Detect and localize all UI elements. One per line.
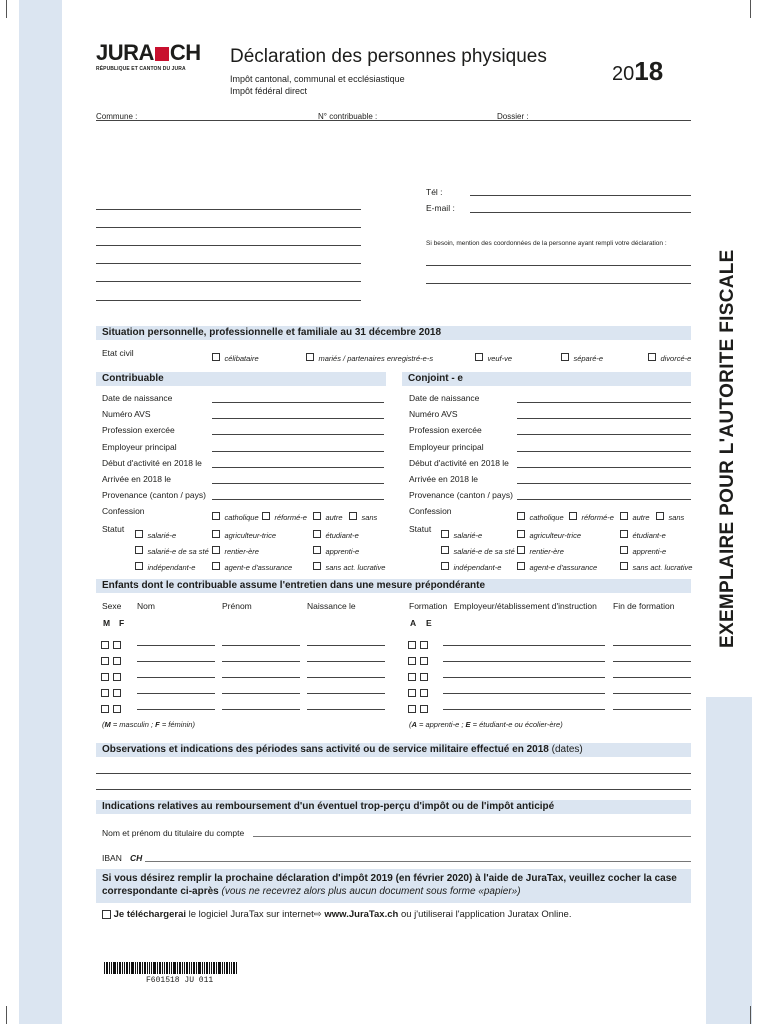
contribuable-avs-label: Numéro AVS xyxy=(102,409,151,419)
contribuable-avs-field[interactable] xyxy=(212,418,384,419)
contribuable-header: Contribuable xyxy=(96,372,386,386)
subtitle-cantonal: Impôt cantonal, communal et ecclésiastique xyxy=(230,74,405,84)
crop-mark xyxy=(6,0,7,18)
contribuable-statut-agent[interactable]: agent-e d'assurance xyxy=(212,557,292,575)
contribuable-provenance-field[interactable] xyxy=(212,499,384,500)
iban-label: IBAN xyxy=(102,853,122,863)
contribuable-provenance-label: Provenance (canton / pays) xyxy=(102,490,206,500)
enfant-formation-a-checkbox[interactable] xyxy=(408,689,416,697)
contribuable-confession-reforme[interactable]: réformé-e xyxy=(262,507,307,525)
enfant-fin-formation-field[interactable] xyxy=(613,677,691,678)
enfant-sexe-f-checkbox[interactable] xyxy=(113,705,121,713)
crop-mark xyxy=(750,1006,751,1024)
conjoint-statut-agriculteur[interactable]: agriculteur-trice xyxy=(517,525,581,543)
etat-civil-maries[interactable]: mariés / partenaires enregistré-e-s xyxy=(306,348,433,366)
conjoint-statut-independant[interactable]: indépendant-e xyxy=(441,557,501,575)
etat-civil-divorce[interactable]: divorcé-e xyxy=(648,348,691,366)
enfant-sexe-f-checkbox[interactable] xyxy=(113,673,121,681)
enfants-sexe-f: F xyxy=(119,618,125,628)
contribuable-date-naissance-label: Date de naissance xyxy=(102,393,173,403)
situation-section-header: Situation personnelle, professionnelle et familiale au 31 décembre 2018 xyxy=(96,326,691,340)
enfant-sexe-m-checkbox[interactable] xyxy=(101,657,109,665)
contribuable-statut-rentier[interactable]: rentier-ère xyxy=(212,541,259,559)
titulaire-field[interactable] xyxy=(253,836,691,837)
contribuable-statut-etudiant[interactable]: étudiant-e xyxy=(313,525,359,543)
contribuable-debut-activite-field[interactable] xyxy=(212,467,384,468)
address-line-2[interactable] xyxy=(96,227,361,228)
conjoint-provenance-label: Provenance (canton / pays) xyxy=(409,490,513,500)
conjoint-employeur-field[interactable] xyxy=(517,451,691,452)
conjoint-profession-field[interactable] xyxy=(517,434,691,435)
enfant-sexe-f-checkbox[interactable] xyxy=(113,689,121,697)
email-field[interactable] xyxy=(470,212,691,213)
header-rule xyxy=(96,120,691,121)
remboursement-section-header: Indications relatives au remboursement d'un éventuel trop-perçu d'impôt ou de l'impôt anticipé xyxy=(96,800,691,814)
conjoint-header: Conjoint - e xyxy=(402,372,691,386)
dossier-label: Dossier : xyxy=(497,112,529,121)
crop-mark xyxy=(6,1006,7,1024)
enfants-col-fin: Fin de formation xyxy=(613,601,675,611)
conjoint-statut-agent[interactable]: agent-e d'assurance xyxy=(517,557,597,575)
enfant-prenom-field[interactable] xyxy=(222,693,300,694)
enfant-nom-field[interactable] xyxy=(137,661,215,662)
canton-logo: JURA CH RÉPUBLIQUE ET CANTON DU JURA xyxy=(96,40,201,72)
enfants-col-sexe: Sexe xyxy=(102,601,122,611)
contribuable-employeur-label: Employeur principal xyxy=(102,442,177,452)
juratax-checkbox[interactable] xyxy=(102,910,111,919)
conjoint-confession-autre[interactable]: autre xyxy=(620,507,650,525)
address-line-3[interactable] xyxy=(96,245,361,246)
commune-label: Commune : xyxy=(96,112,138,121)
conjoint-confession-reforme[interactable]: réformé-e xyxy=(569,507,614,525)
filler-contact-line-2[interactable] xyxy=(426,283,691,284)
contribuable-debut-activite-label: Début d'activité en 2018 le xyxy=(102,458,202,468)
contribuable-arrivee-label: Arrivée en 2018 le xyxy=(102,474,171,484)
enfants-sexe-m: M xyxy=(103,618,111,628)
contribuable-statut-sans-activite[interactable]: sans act. lucrative xyxy=(313,557,385,575)
subtitle-federal: Impôt fédéral direct xyxy=(230,86,308,96)
right-margin-strip xyxy=(706,697,752,1024)
filler-contact-line-1[interactable] xyxy=(426,265,691,266)
juratax-option[interactable]: Je téléchargerai le logiciel JuraTax sur internet⇨ www.JuraTax.ch ou j'utiliserai l'application Juratax Online. xyxy=(102,909,571,920)
contribuable-confession-sans[interactable]: sans xyxy=(349,507,377,525)
enfant-fin-formation-field[interactable] xyxy=(613,709,691,710)
enfant-formation-row-5 xyxy=(408,700,428,718)
enfant-sexe-m-checkbox[interactable] xyxy=(101,689,109,697)
enfants-col-employeur: Employeur/établissement d'instruction xyxy=(454,601,597,611)
conjoint-date-naissance-label: Date de naissance xyxy=(409,393,480,403)
address-line-5[interactable] xyxy=(96,281,361,282)
enfant-fin-formation-field[interactable] xyxy=(613,693,691,694)
contribuable-statut-apprenti[interactable]: apprenti-e xyxy=(313,541,359,559)
address-line-1[interactable] xyxy=(96,209,361,210)
enfant-employeur-field[interactable] xyxy=(443,645,605,646)
filler-contact-note: Si besoin, mention des coordonnées de la personne ayant rempli votre déclaration : xyxy=(426,240,667,247)
conjoint-statut-label: Statut xyxy=(409,524,432,534)
tel-field[interactable] xyxy=(470,195,691,196)
conjoint-statut-apprenti[interactable]: apprenti-e xyxy=(620,541,666,559)
address-line-4[interactable] xyxy=(96,263,361,264)
contribuable-profession-label: Profession exercée xyxy=(102,425,175,435)
contribuable-statut-salarie[interactable]: salarié-e xyxy=(135,525,176,543)
enfant-prenom-field[interactable] xyxy=(222,661,300,662)
address-line-6[interactable] xyxy=(96,300,361,301)
etat-civil-veuf[interactable]: veuf-ve xyxy=(475,348,512,366)
enfant-nom-field[interactable] xyxy=(137,645,215,646)
enfant-naissance-field[interactable] xyxy=(307,645,385,646)
conjoint-statut-salarie-ste[interactable]: salarié-e de sa sté xyxy=(441,541,515,559)
enfant-formation-e-checkbox[interactable] xyxy=(420,673,428,681)
enfant-prenom-field[interactable] xyxy=(222,645,300,646)
enfant-sexe-m-checkbox[interactable] xyxy=(101,641,109,649)
tel-label: Tél : xyxy=(426,187,443,197)
left-margin-strip xyxy=(19,0,62,1024)
enfant-nom-field[interactable] xyxy=(137,677,215,678)
enfant-employeur-field[interactable] xyxy=(443,661,605,662)
conjoint-statut-rentier[interactable]: rentier-ère xyxy=(517,541,564,559)
enfant-formation-e-checkbox[interactable] xyxy=(420,657,428,665)
side-label: EXEMPLAIRE POUR L'AUTORITE FISCALE xyxy=(717,249,738,648)
arrow-right-icon: ⇨ xyxy=(313,909,322,920)
enfants-col-nom: Nom xyxy=(137,601,155,611)
enfants-formation-e: E xyxy=(426,618,432,628)
conjoint-statut-salarie[interactable]: salarié-e xyxy=(441,525,482,543)
enfants-formation-a: A xyxy=(410,618,417,628)
conjoint-debut-activite-label: Début d'activité en 2018 le xyxy=(409,458,509,468)
enfant-formation-e-checkbox[interactable] xyxy=(420,705,428,713)
contribuable-statut-independant[interactable]: indépendant-e xyxy=(135,557,195,575)
enfants-col-formation: Formation xyxy=(409,601,448,611)
contribuable-statut-salarie-ste[interactable]: salarié-e de sa sté xyxy=(135,541,209,559)
enfant-naissance-field[interactable] xyxy=(307,709,385,710)
contribuable-arrivee-field[interactable] xyxy=(212,483,384,484)
etat-civil-celibataire[interactable]: célibataire xyxy=(212,348,259,366)
enfant-employeur-field[interactable] xyxy=(443,693,605,694)
email-label: E-mail : xyxy=(426,203,455,213)
enfants-formation-legend: (A = apprenti-e ; E = étudiant-e ou écolier-ère) xyxy=(409,720,563,729)
conjoint-confession-label: Confession xyxy=(409,506,452,516)
contribuable-statut-label: Statut xyxy=(102,524,125,534)
conjoint-arrivee-label: Arrivée en 2018 le xyxy=(409,474,478,484)
tax-year: 2018 xyxy=(612,56,664,86)
enfant-formation-a-checkbox[interactable] xyxy=(408,641,416,649)
conjoint-profession-label: Profession exercée xyxy=(409,425,482,435)
contribuable-confession-catholique[interactable]: catholique xyxy=(212,507,259,525)
conjoint-arrivee-field[interactable] xyxy=(517,483,691,484)
enfant-row-5 xyxy=(101,700,121,718)
enfant-sexe-f-checkbox[interactable] xyxy=(113,657,121,665)
etat-civil-label: Etat civil xyxy=(102,348,134,358)
conjoint-avs-label: Numéro AVS xyxy=(409,409,458,419)
conjoint-date-naissance-field[interactable] xyxy=(517,402,691,403)
conjoint-confession-sans[interactable]: sans xyxy=(656,507,684,525)
enfant-sexe-m-checkbox[interactable] xyxy=(101,705,109,713)
conjoint-statut-sans-activite[interactable]: sans act. lucrative xyxy=(620,557,692,575)
barcode-text: F601518 JU 011 xyxy=(146,976,214,985)
conjoint-statut-etudiant[interactable]: étudiant-e xyxy=(620,525,666,543)
enfant-formation-a-checkbox[interactable] xyxy=(408,673,416,681)
enfant-naissance-field[interactable] xyxy=(307,693,385,694)
enfant-nom-field[interactable] xyxy=(137,709,215,710)
enfant-nom-field[interactable] xyxy=(137,693,215,694)
enfant-naissance-field[interactable] xyxy=(307,677,385,678)
contribuable-confession-autre[interactable]: autre xyxy=(313,507,343,525)
enfant-employeur-field[interactable] xyxy=(443,677,605,678)
etat-civil-separe[interactable]: séparé-e xyxy=(561,348,603,366)
contribuable-profession-field[interactable] xyxy=(212,434,384,435)
enfants-sexe-legend: (M = masculin ; F = féminin) xyxy=(102,720,195,729)
contribuable-confession-label: Confession xyxy=(102,506,145,516)
crop-mark xyxy=(750,0,751,18)
juratax-notice: Si vous désirez remplir la prochaine déclaration d'impôt 2019 (en février 2020) à l'aide de JuraTax, veuillez cocher la case correspondante ci-après (vous ne recevrez alors plus aucun document sous forme «papier») xyxy=(96,869,691,903)
enfant-formation-a-checkbox[interactable] xyxy=(408,657,416,665)
enfant-employeur-field[interactable] xyxy=(443,709,605,710)
contribuable-statut-agriculteur[interactable]: agriculteur-trice xyxy=(212,525,276,543)
barcode-bars xyxy=(104,962,238,974)
enfants-section-header: Enfants dont le contribuable assume l'entretien dans une mesure prépondérante xyxy=(96,579,691,593)
barcode xyxy=(104,962,238,985)
iban-field[interactable] xyxy=(145,861,691,862)
enfant-fin-formation-field[interactable] xyxy=(613,645,691,646)
enfant-formation-e-checkbox[interactable] xyxy=(420,689,428,697)
enfant-sexe-m-checkbox[interactable] xyxy=(101,673,109,681)
enfant-formation-e-checkbox[interactable] xyxy=(420,641,428,649)
enfant-fin-formation-field[interactable] xyxy=(613,661,691,662)
conjoint-provenance-field[interactable] xyxy=(517,499,691,500)
conjoint-avs-field[interactable] xyxy=(517,418,691,419)
observations-line-2[interactable] xyxy=(96,789,691,790)
enfant-sexe-f-checkbox[interactable] xyxy=(113,641,121,649)
titulaire-label: Nom et prénom du titulaire du compte xyxy=(102,828,245,838)
conjoint-employeur-label: Employeur principal xyxy=(409,442,484,452)
enfants-col-prenom: Prénom xyxy=(222,601,252,611)
contribuable-number-label: N° contribuable : xyxy=(318,112,378,121)
enfant-formation-a-checkbox[interactable] xyxy=(408,705,416,713)
contribuable-employeur-field[interactable] xyxy=(212,451,384,452)
iban-prefix: CH xyxy=(130,853,143,863)
contribuable-date-naissance-field[interactable] xyxy=(212,402,384,403)
enfants-col-naissance: Naissance le xyxy=(307,601,356,611)
observations-section-header: Observations et indications des périodes sans activité ou de service militaire effectué en 2018 (dates) xyxy=(96,743,691,757)
enfant-prenom-field[interactable] xyxy=(222,709,300,710)
conjoint-confession-catholique[interactable]: catholique xyxy=(517,507,564,525)
enfant-naissance-field[interactable] xyxy=(307,661,385,662)
page-title: Déclaration des personnes physiques xyxy=(230,46,547,67)
observations-line-1[interactable] xyxy=(96,773,691,774)
conjoint-debut-activite-field[interactable] xyxy=(517,467,691,468)
enfant-prenom-field[interactable] xyxy=(222,677,300,678)
